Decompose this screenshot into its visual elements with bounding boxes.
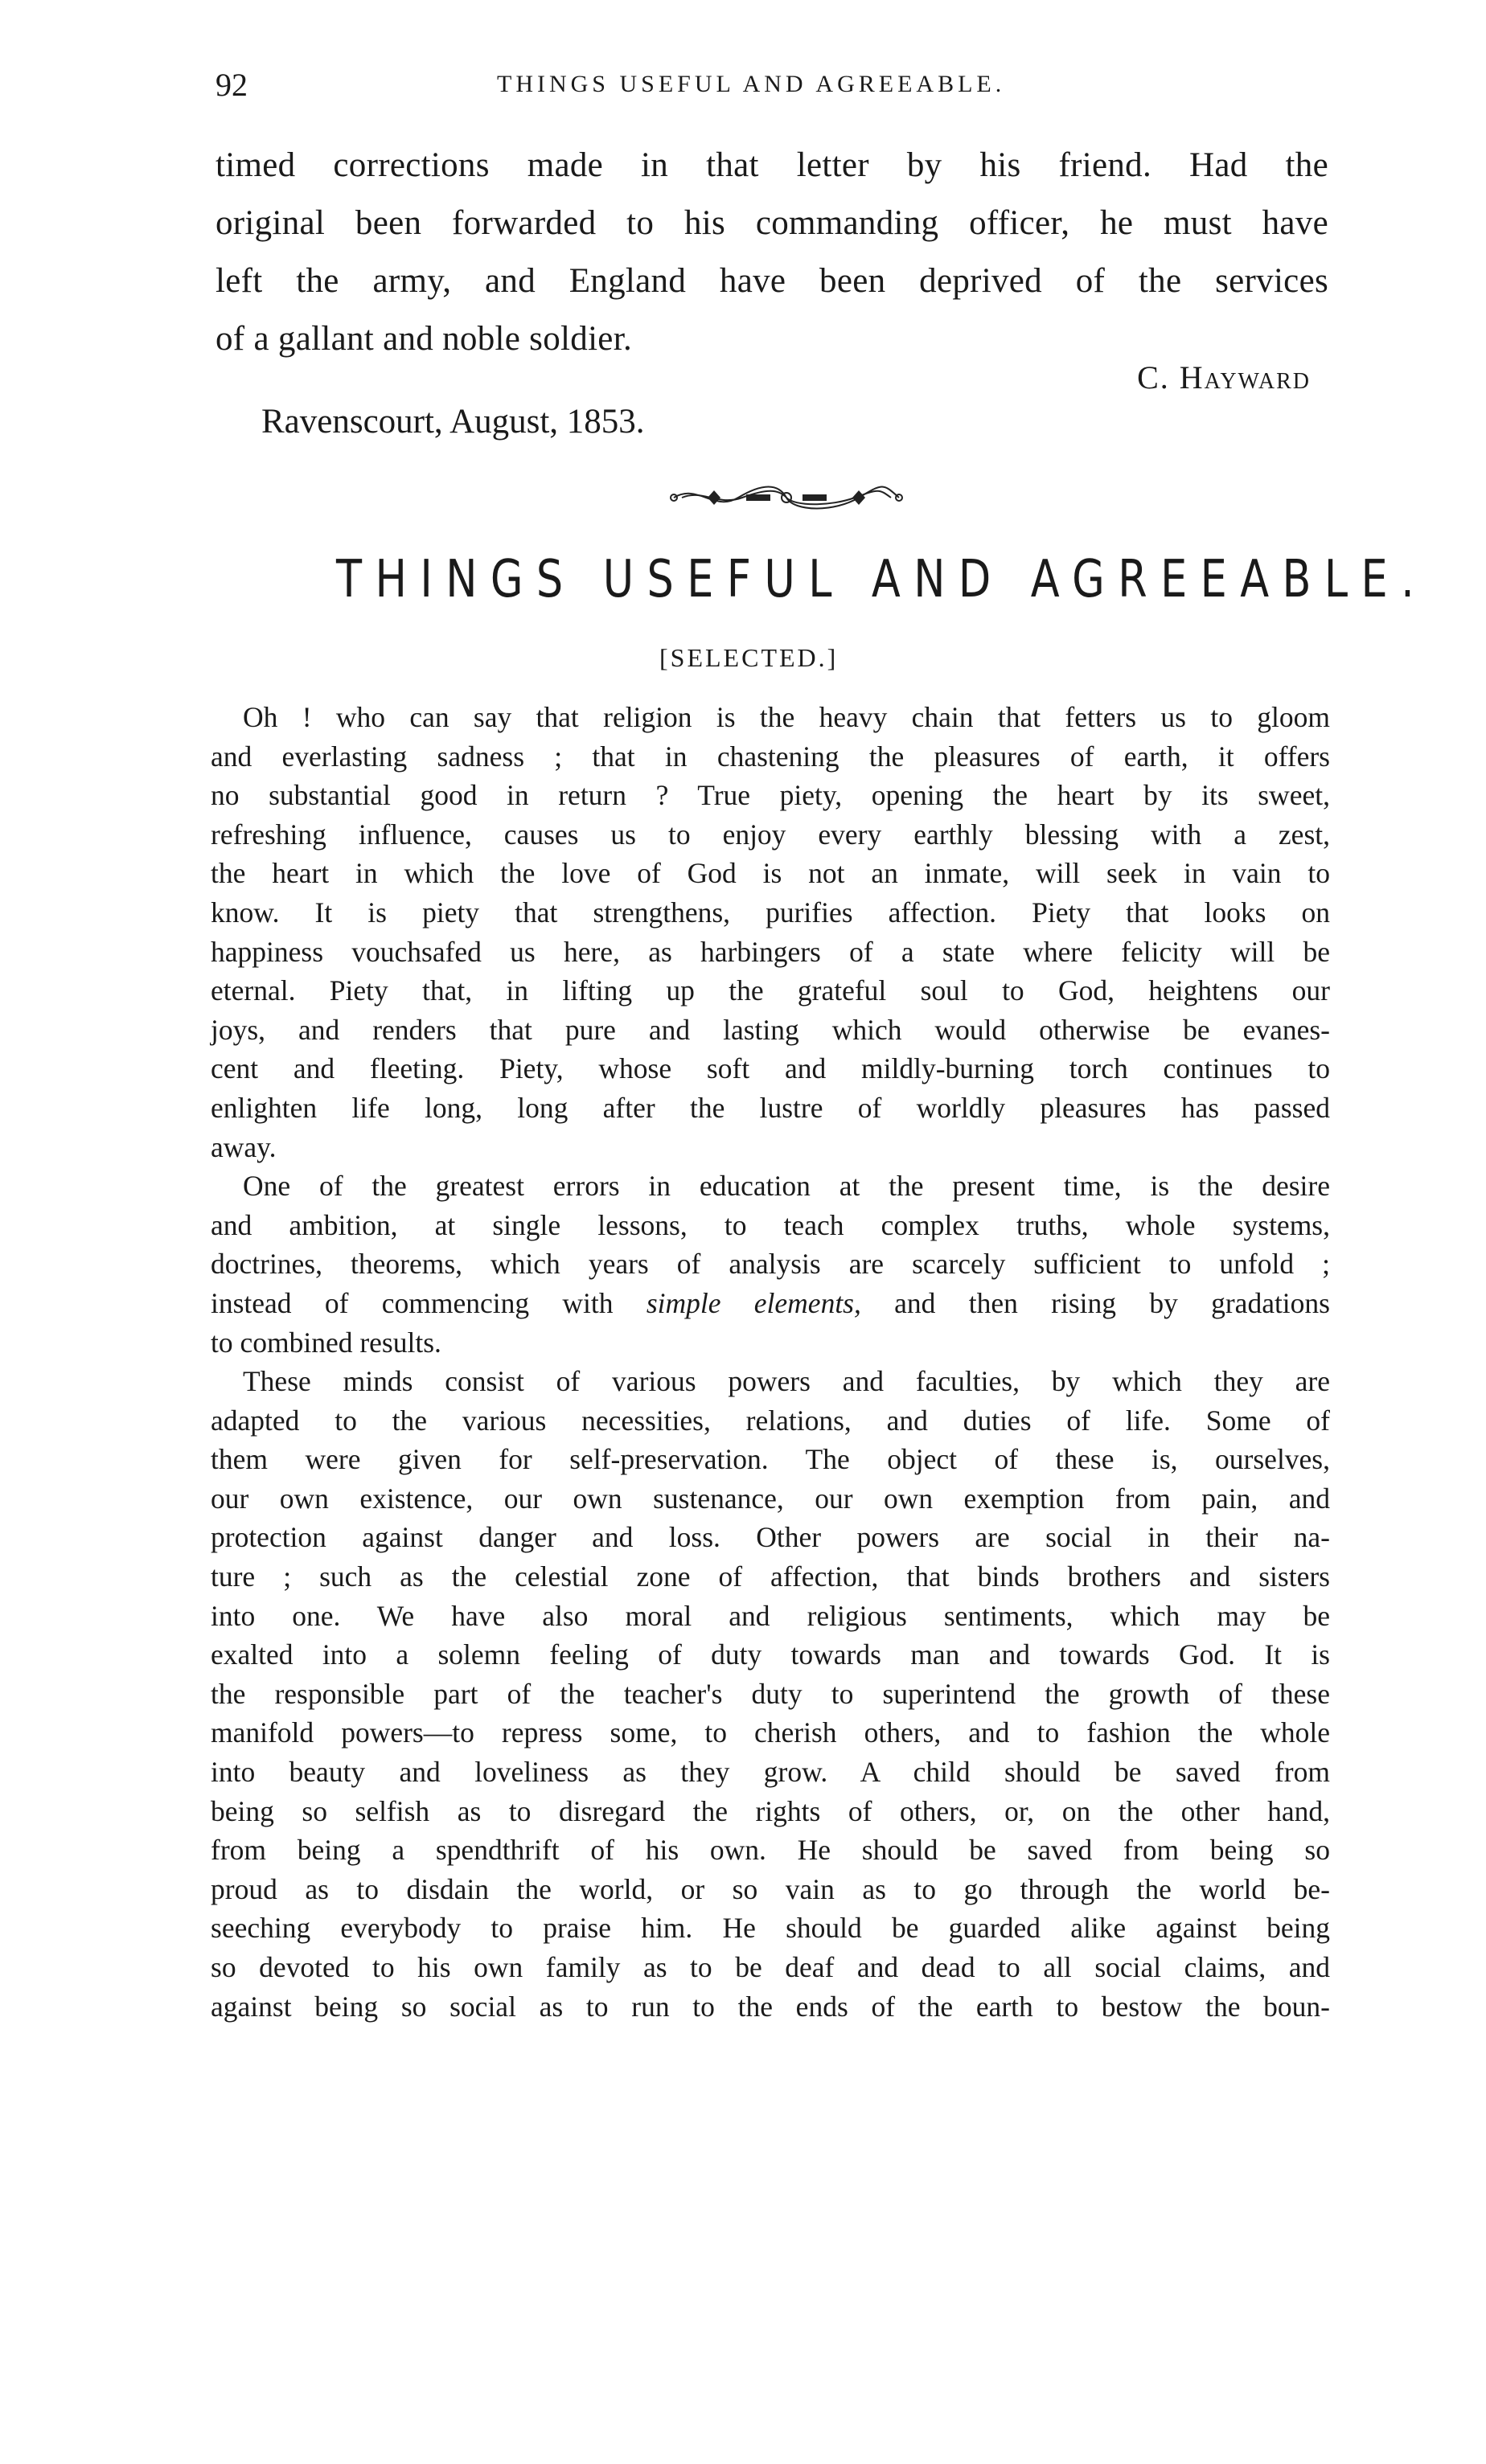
text-line: One of the greatest errors in education at the present time, is the desire — [243, 1170, 1330, 1203]
text-line: manifold powers—to repress some, to cherish others, and to fashion the whole — [211, 1716, 1330, 1749]
text-line: adapted to the various necessities, relations, and duties of life. Some of — [211, 1404, 1330, 1437]
italic-emphasis: simple elements, — [646, 1286, 861, 1319]
text-line-with-italic — [211, 1284, 1330, 1323]
text-line: ture ; such as the celestial zone of affection, that binds brothers and sisters — [211, 1560, 1330, 1593]
text-line: These minds consist of various powers and faculties, by which they are — [243, 1365, 1330, 1398]
paragraph-education — [211, 1166, 1330, 1362]
text-line: against being so social as to run to the ends of the earth to bestow the boun- — [211, 1990, 1330, 2023]
text-line: so devoted to his own family as to be deaf and dead to all social claims, and — [211, 1951, 1330, 1983]
section-subtitle: [SELECTED.] — [659, 643, 839, 672]
text-line: proud as to disdain the world, or so vain as to go through the world be- — [211, 1872, 1330, 1905]
running-title: THINGS USEFUL AND AGREEABLE. — [497, 71, 1006, 97]
text-line: eternal. Piety that, in lifting up the grateful soul to God, heightens our — [211, 974, 1330, 1007]
text-line: enlighten life long, long after the lustre of worldly pleasures has passed — [211, 1091, 1330, 1124]
text-line: to combined results. — [211, 1326, 441, 1359]
text-line: and everlasting sadness ; that in chastening the pleasures of earth, it offers — [211, 740, 1330, 773]
text-line: away. — [211, 1130, 277, 1163]
letter-closing-paragraph — [216, 137, 1328, 368]
text-line: refreshing influence, causes us to enjoy every earthly blessing with a zest, — [211, 818, 1330, 851]
paragraph-minds — [211, 1362, 1330, 2026]
running-head — [216, 66, 1325, 114]
text-line: left the army, and England have been deprived of the services — [216, 262, 1328, 300]
text-line: exalted into a solemn feeling of duty towards man and towards God. It is — [211, 1638, 1330, 1671]
text-line: being so selfish as to disregard the rights of others, or, on the other hand, — [211, 1794, 1330, 1827]
text-line: from being a spendthrift of his own. He should be saved from being so — [211, 1834, 1330, 1867]
text-line: of a gallant and noble soldier. — [216, 320, 632, 358]
page-number: 92 — [216, 67, 248, 103]
text-line: know. It is piety that strengthens, purifies affection. Piety that looks on — [211, 896, 1330, 929]
ornament-divider-icon — [666, 479, 907, 516]
text-line: timed corrections made in that letter by his friend. Had the — [216, 146, 1328, 184]
section-title: THINGS USEFUL AND AGREEABLE. — [336, 550, 1428, 609]
letter-signature: C. Hayward — [1137, 359, 1311, 396]
text-line: Oh ! who can say that religion is the heavy chain that fetters us to gloom — [243, 701, 1330, 733]
text-line: cent and fleeting. Piety, whose soft and mildly-burning torch continues to — [211, 1052, 1330, 1085]
text-line: and ambition, at single lessons, to teach complex truths, whole systems, — [211, 1208, 1330, 1241]
text-line: seeching everybody to praise him. He should be guarded alike against being — [211, 1912, 1330, 1945]
italic-line-text: instead of commencing with simple elements, and then rising by gradations — [211, 1286, 1330, 1319]
text-line: doctrines, theorems, which years of analysis are scarcely sufficient to unfold ; — [211, 1248, 1330, 1281]
letter-dateline: Ravenscourt, August, 1853. — [261, 403, 645, 441]
paragraph-piety — [211, 698, 1330, 1166]
text-line: into one. We have also moral and religious sentiments, which may be — [211, 1599, 1330, 1632]
text-line: them were given for self-preservation. The object of these is, ourselves, — [211, 1443, 1330, 1476]
text-line: joys, and renders that pure and lasting which would otherwise be evanes- — [211, 1013, 1330, 1046]
text-line: protection against danger and loss. Other powers are social in their na- — [211, 1521, 1330, 1554]
text-line: original been forwarded to his commanding officer, he must have — [216, 204, 1328, 242]
text-line: into beauty and loveliness as they grow. A child should be saved from — [211, 1756, 1330, 1789]
text-line: the responsible part of the teacher's duty to superintend the growth of these — [211, 1677, 1330, 1710]
text-line: happiness vouchsafed us here, as harbingers of a state where felicity will be — [211, 935, 1330, 968]
text-line: no substantial good in return ? True piety, opening the heart by its sweet, — [211, 779, 1330, 812]
article-body — [211, 698, 1330, 2026]
text-line: our own existence, our own sustenance, our own exemption from pain, and — [211, 1482, 1330, 1515]
text-line: the heart in which the love of God is not an inmate, will seek in vain to — [211, 857, 1330, 890]
